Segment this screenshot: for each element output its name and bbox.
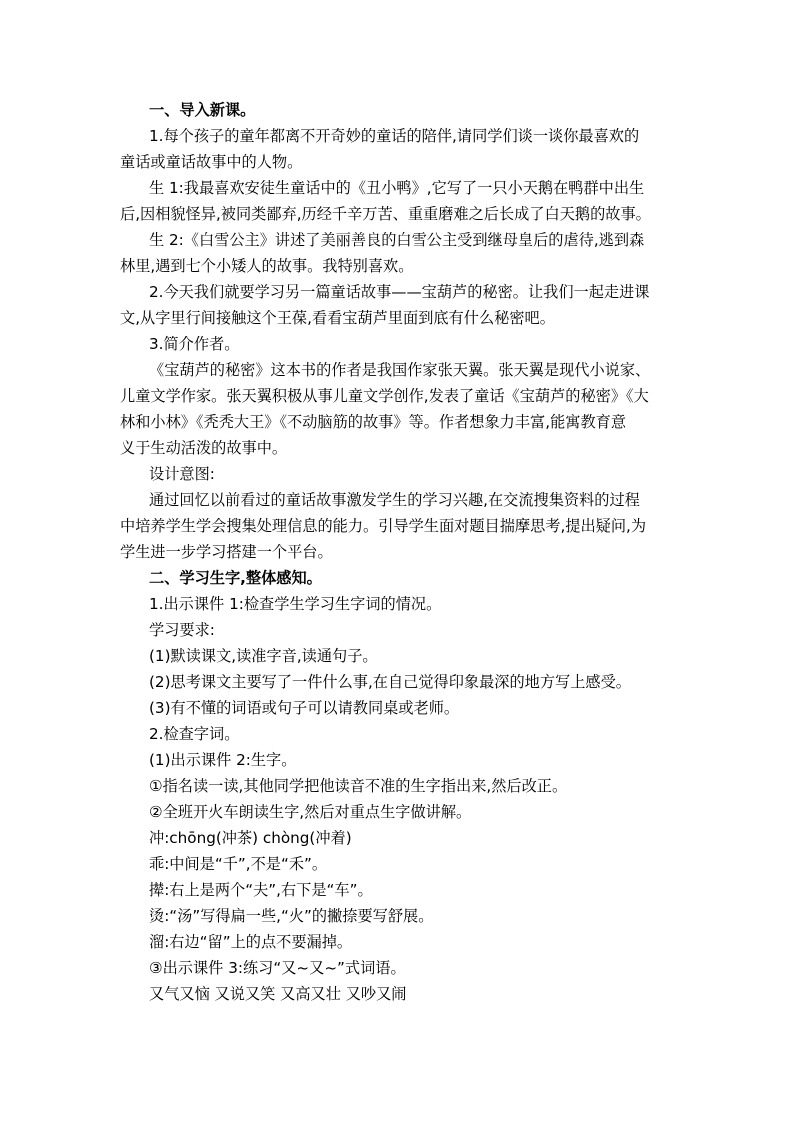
list-item: (3)有不懂的词语或句子可以请教同桌或老师。 (149, 699, 460, 717)
paragraph-line: 烫:“汤”写得扁一些,“火”的撇捺要写舒展。 (149, 907, 434, 925)
section-heading: 一、导入新课。 (149, 101, 256, 119)
paragraph-line: 乖:中间是“千”,不是“禾”。 (149, 855, 328, 873)
paragraph-line: 童话或童话故事中的人物。 (120, 153, 303, 171)
paragraph-line: 设计意图: (149, 465, 215, 483)
list-item: ②全班开火车朗读生字,然后对重点生字做讲解。 (149, 803, 472, 821)
paragraph-line: 《宝葫芦的秘密》这本书的作者是我国作家张天翼。张天翼是现代小说家、 (149, 361, 651, 379)
paragraph-line: 后,因相貌怪异,被同类鄙弃,历经千辛万苦、重重磨难之后长成了白天鹅的故事。 (120, 205, 651, 223)
paragraph-line: 通过回忆以前看过的童话故事激发学生的学习兴趣,在交流搜集资料的过程 (149, 491, 640, 509)
paragraph-line: 溜:右边“留”上的点不要漏掉。 (149, 933, 353, 951)
paragraph-line: 义于生动活泼的故事中。 (120, 439, 288, 457)
paragraph-line: 2.检查字词。 (149, 725, 240, 743)
list-item: (2)思考课文主要写了一件什么事,在自己觉得印象最深的地方写上感受。 (149, 673, 631, 691)
paragraph-line: 冲:chōng(冲茶) chòng(冲着) (149, 829, 352, 847)
section-heading: 二、学习生字,整体感知。 (149, 569, 322, 587)
paragraph-line: 生 2:《白雪公主》讲述了美丽善良的白雪公主受到继母皇后的虐待,逃到森 (149, 231, 645, 249)
paragraph-line: 撵:右上是两个“夫”,右下是“车”。 (149, 881, 373, 899)
list-item: (1)默读课文,读准字音,读通句子。 (149, 647, 378, 665)
paragraph-line: 儿童文学作家。张天翼积极从事儿童文学创作,发表了童话《宝葫芦的秘密》《大 (120, 387, 649, 405)
paragraph-line: 2.今天我们就要学习另一篇童话故事——宝葫芦的秘密。让我们一起走进课 (149, 283, 650, 301)
paragraph-line: 中培养学生学会搜集处理信息的能力。引导学生面对题目揣摩思考,提出疑问,为 (120, 517, 647, 535)
list-item: ③出示课件 3:练习“又~又~”式词语。 (149, 959, 406, 977)
paragraph-line: 林里,遇到七个小矮人的故事。我特别喜欢。 (120, 257, 414, 275)
paragraph-line: 1.出示课件 1:检查学生学习生字词的情况。 (149, 595, 442, 613)
paragraph-line: 1.每个孩子的童年都离不开奇妙的童话的陪伴,请同学们谈一谈你最喜欢的 (149, 127, 640, 145)
paragraph-line: 林和小林》《秃秃大王》《不动脑筋的故事》等。作者想象力丰富,能寓教育意 (120, 413, 627, 431)
paragraph-line: 文,从字里行间接触这个王葆,看看宝葫芦里面到底有什么秘密吧。 (120, 309, 555, 327)
list-item: (1)出示课件 2:生字。 (149, 751, 297, 769)
paragraph-line: 学生进一步学习搭建一个平台。 (120, 543, 333, 561)
paragraph-line: 学习要求: (149, 621, 215, 639)
paragraph-line: 3.简介作者。 (149, 335, 240, 353)
list-item: ①指名读一读,其他同学把他读音不准的生字指出来,然后改正。 (149, 777, 568, 795)
paragraph-line: 又气又恼 又说又笑 又高又壮 又吵又闹 (149, 985, 407, 1003)
paragraph-line: 生 1:我最喜欢安徒生童话中的《丑小鸭》,它写了一只小天鹅在鸭群中出生 (149, 179, 645, 197)
